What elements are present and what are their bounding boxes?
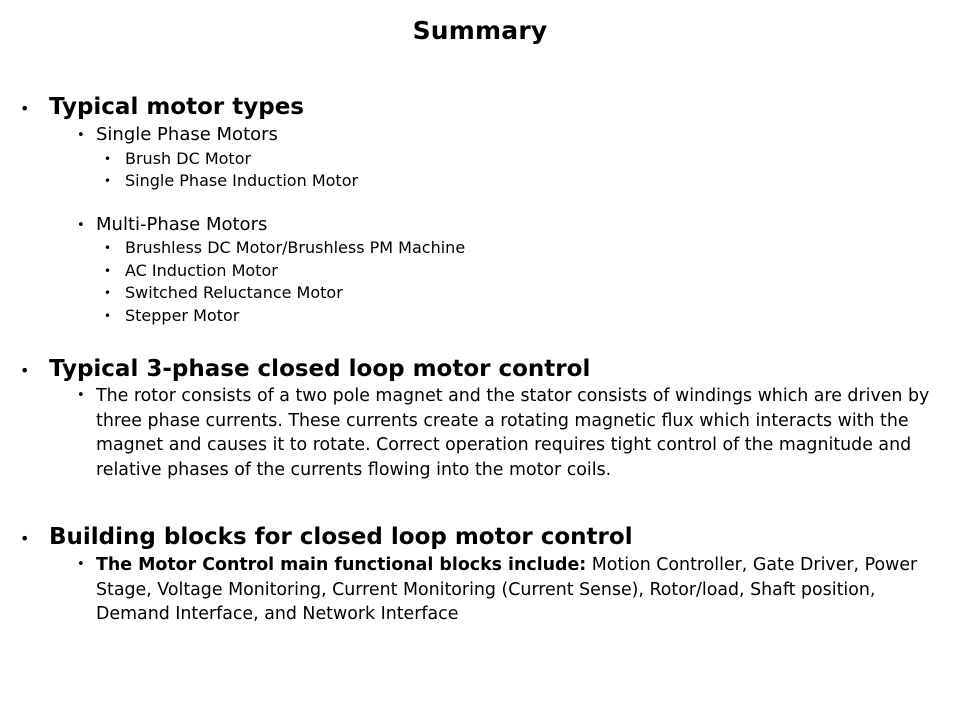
bullet-icon: • <box>20 529 30 548</box>
blocks-list-text: Motion Controller, Gate Driver, Power Stage, Voltage Monitoring, Current Monitoring (Current Sense), Rotor/load, Shaft position, Demand Interface, and Network Interface <box>96 555 918 624</box>
bullet-icon: • <box>104 174 112 188</box>
bullet-icon: • <box>77 557 85 572</box>
bullet-icon: • <box>77 388 85 403</box>
bullet-icon: • <box>104 241 112 255</box>
bullet-icon: • <box>20 99 30 118</box>
bullet-icon: • <box>104 286 112 300</box>
bullet-icon: • <box>77 218 85 233</box>
lead-text: The Motor Control main functional blocks include: <box>96 555 587 575</box>
slide-title: Summary <box>412 16 548 45</box>
bullet-icon: • <box>104 152 112 166</box>
bullet-icon: • <box>104 309 112 323</box>
paragraph-building-blocks <box>77 553 947 627</box>
bullet-icon: • <box>20 361 30 380</box>
bullet-icon: • <box>104 264 112 278</box>
paragraph-3-phase-description: • The rotor consists of a two pole magnet and the stator consists of windings which are driven by three phase currents. These currents create a rotating magnetic flux which interacts with the magnet and causes it to rotate. Correct operation requires tight control of the magnitude and relative phases of the currents flowing into the motor coils. <box>77 386 930 480</box>
bullet-icon: • <box>77 128 85 143</box>
